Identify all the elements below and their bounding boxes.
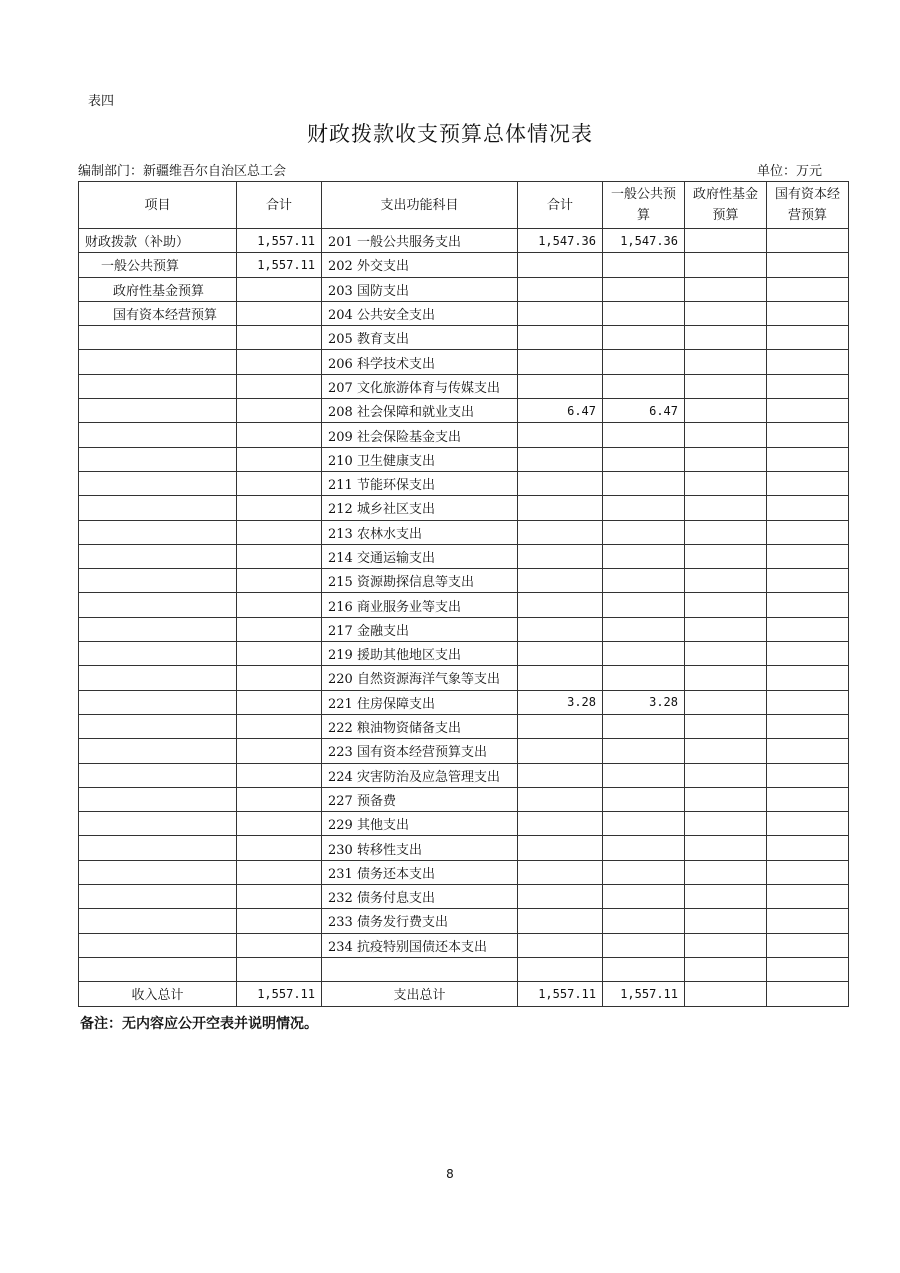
income-item-cell: 财政拨款（补助） bbox=[79, 229, 237, 253]
header-cell: 国有资本经营预算 bbox=[767, 182, 849, 229]
income-item-cell bbox=[79, 714, 237, 738]
income-total-cell bbox=[237, 399, 322, 423]
income-total-cell: 1,557.11 bbox=[237, 253, 322, 277]
table-row bbox=[79, 690, 849, 714]
expense-fund-cell bbox=[685, 690, 767, 714]
expense-fund-cell bbox=[685, 860, 767, 884]
meta-row bbox=[78, 160, 822, 179]
header-cell: 项目 bbox=[79, 182, 237, 229]
expense-state-cell bbox=[767, 544, 849, 568]
expense-total-cell bbox=[518, 617, 603, 641]
page-number: 8 bbox=[446, 1167, 454, 1181]
income-item-cell bbox=[79, 569, 237, 593]
expense-total-cell bbox=[518, 350, 603, 374]
expense-total-cell bbox=[518, 666, 603, 690]
table-row bbox=[79, 666, 849, 690]
income-total-cell bbox=[237, 763, 322, 787]
income-total-cell bbox=[237, 933, 322, 957]
expense-total-cell bbox=[518, 763, 603, 787]
expense-general-cell bbox=[603, 277, 685, 301]
expense-general-cell bbox=[603, 909, 685, 933]
income-total-cell bbox=[237, 471, 322, 495]
table-row bbox=[79, 860, 849, 884]
expense-total-cell bbox=[518, 593, 603, 617]
table-row bbox=[79, 496, 849, 520]
expense-fund-cell bbox=[685, 617, 767, 641]
table-row bbox=[79, 642, 849, 666]
expense-total-cell bbox=[518, 812, 603, 836]
income-total-cell bbox=[237, 739, 322, 763]
table-row bbox=[79, 301, 849, 325]
table-body bbox=[79, 229, 849, 1007]
expense-total-cell bbox=[518, 544, 603, 568]
header-row bbox=[79, 182, 849, 229]
header-cell: 合计 bbox=[237, 182, 322, 229]
expense-state-cell bbox=[767, 520, 849, 544]
expense-subject-cell: 216 商业服务业等支出 bbox=[322, 593, 518, 617]
expense-total-cell bbox=[518, 885, 603, 909]
expense-general-cell bbox=[603, 714, 685, 738]
expense-state-cell bbox=[767, 909, 849, 933]
income-total-cell bbox=[237, 836, 322, 860]
income-item-cell bbox=[79, 593, 237, 617]
expense-subject-cell: 208 社会保障和就业支出 bbox=[322, 399, 518, 423]
expense-subject-cell: 231 债务还本支出 bbox=[322, 860, 518, 884]
expense-state-cell bbox=[767, 496, 849, 520]
expense-fund-cell bbox=[685, 374, 767, 398]
income-total-cell bbox=[237, 642, 322, 666]
expense-fund-cell bbox=[685, 885, 767, 909]
expense-fund-cell bbox=[685, 836, 767, 860]
expense-subject-cell: 211 节能环保支出 bbox=[322, 471, 518, 495]
income-total-cell bbox=[237, 423, 322, 447]
income-item-cell bbox=[79, 690, 237, 714]
table-row bbox=[79, 593, 849, 617]
expense-state-cell bbox=[767, 301, 849, 325]
expense-total-label: 支出总计 bbox=[322, 982, 518, 1006]
header-cell: 合计 bbox=[518, 182, 603, 229]
expense-fund-cell bbox=[685, 277, 767, 301]
expense-total-cell bbox=[518, 301, 603, 325]
income-item-cell bbox=[79, 812, 237, 836]
table-row bbox=[79, 544, 849, 568]
expense-total-cell bbox=[518, 569, 603, 593]
expense-general-cell bbox=[603, 253, 685, 277]
income-item-cell bbox=[79, 642, 237, 666]
expense-general-cell bbox=[603, 520, 685, 544]
expense-fund-cell bbox=[685, 593, 767, 617]
income-total-cell bbox=[237, 301, 322, 325]
expense-total-cell bbox=[518, 423, 603, 447]
expense-subject-cell: 213 农林水支出 bbox=[322, 520, 518, 544]
table-row bbox=[79, 326, 849, 350]
expense-total-cell bbox=[518, 471, 603, 495]
expense-general-cell: 1,547.36 bbox=[603, 229, 685, 253]
income-total-cell bbox=[237, 326, 322, 350]
table-row bbox=[79, 447, 849, 471]
expense-general-cell bbox=[603, 763, 685, 787]
income-item-cell bbox=[79, 787, 237, 811]
table-row bbox=[79, 617, 849, 641]
expense-subject-cell bbox=[322, 957, 518, 981]
table-row bbox=[79, 909, 849, 933]
expense-subject-cell: 205 教育支出 bbox=[322, 326, 518, 350]
unit-label: 单位：万元 bbox=[756, 164, 822, 179]
income-item-cell bbox=[79, 471, 237, 495]
expense-total-cell bbox=[518, 860, 603, 884]
expense-fund-cell bbox=[685, 471, 767, 495]
table-row bbox=[79, 714, 849, 738]
income-total-cell bbox=[237, 787, 322, 811]
expense-subject-cell: 234 抗疫特别国债还本支出 bbox=[322, 933, 518, 957]
expense-fund-cell bbox=[685, 326, 767, 350]
expense-general-cell bbox=[603, 350, 685, 374]
expense-subject-cell: 209 社会保险基金支出 bbox=[322, 423, 518, 447]
expense-subject-cell: 201 一般公共服务支出 bbox=[322, 229, 518, 253]
income-total-cell bbox=[237, 374, 322, 398]
expense-subject-cell: 224 灾害防治及应急管理支出 bbox=[322, 763, 518, 787]
income-item-cell bbox=[79, 496, 237, 520]
table-row bbox=[79, 763, 849, 787]
expense-general-cell: 6.47 bbox=[603, 399, 685, 423]
expense-total-cell bbox=[518, 253, 603, 277]
income-total-cell bbox=[237, 714, 322, 738]
income-item-cell bbox=[79, 399, 237, 423]
income-total-cell bbox=[237, 447, 322, 471]
expense-subject-cell: 214 交通运输支出 bbox=[322, 544, 518, 568]
expense-subject-cell: 223 国有资本经营预算支出 bbox=[322, 739, 518, 763]
table-row bbox=[79, 350, 849, 374]
expense-fund-cell bbox=[685, 447, 767, 471]
expense-general-cell bbox=[603, 496, 685, 520]
income-total-cell bbox=[237, 885, 322, 909]
expense-subject-cell: 227 预备费 bbox=[322, 787, 518, 811]
expense-state-cell bbox=[767, 277, 849, 301]
expense-fund-cell bbox=[685, 544, 767, 568]
expense-total-value: 1,557.11 bbox=[518, 982, 603, 1006]
expense-general-cell bbox=[603, 301, 685, 325]
totals-row bbox=[79, 982, 849, 1006]
income-total-cell bbox=[237, 520, 322, 544]
income-item-cell bbox=[79, 885, 237, 909]
expense-fund-cell bbox=[685, 642, 767, 666]
income-total-cell bbox=[237, 860, 322, 884]
expense-fund-cell bbox=[685, 763, 767, 787]
expense-state-cell bbox=[767, 326, 849, 350]
expense-general-cell bbox=[603, 787, 685, 811]
expense-total-cell bbox=[518, 642, 603, 666]
expense-total-cell bbox=[518, 739, 603, 763]
income-item-cell bbox=[79, 739, 237, 763]
table-row bbox=[79, 957, 849, 981]
income-item-cell: 国有资本经营预算 bbox=[79, 301, 237, 325]
expense-subject-cell: 230 转移性支出 bbox=[322, 836, 518, 860]
department-label: 编制部门：新疆维吾尔自治区总工会 bbox=[78, 164, 287, 179]
expense-state-cell bbox=[767, 666, 849, 690]
note-text: 备注：无内容应公开空表并说明情况。 bbox=[80, 1016, 318, 1032]
expense-general-cell bbox=[603, 447, 685, 471]
income-item-cell: 一般公共预算 bbox=[79, 253, 237, 277]
table-row bbox=[79, 520, 849, 544]
expense-fund-cell bbox=[685, 909, 767, 933]
expense-fund-cell bbox=[685, 496, 767, 520]
expense-fund-cell bbox=[685, 933, 767, 957]
income-item-cell bbox=[79, 860, 237, 884]
expense-state-cell bbox=[767, 836, 849, 860]
income-total-cell bbox=[237, 593, 322, 617]
income-total-cell bbox=[237, 569, 322, 593]
income-total-cell bbox=[237, 617, 322, 641]
expense-fund-cell bbox=[685, 812, 767, 836]
expense-state-cell bbox=[767, 471, 849, 495]
table-row bbox=[79, 569, 849, 593]
expense-fund-cell bbox=[685, 423, 767, 447]
expense-state-cell bbox=[767, 885, 849, 909]
table-row bbox=[79, 229, 849, 253]
page-title: 财政拨款收支预算总体情况表 bbox=[307, 122, 593, 146]
table-row bbox=[79, 253, 849, 277]
income-item-cell: 政府性基金预算 bbox=[79, 277, 237, 301]
income-total-value: 1,557.11 bbox=[237, 982, 322, 1006]
income-total-cell bbox=[237, 909, 322, 933]
expense-total-cell bbox=[518, 714, 603, 738]
income-total-cell bbox=[237, 812, 322, 836]
income-item-cell bbox=[79, 933, 237, 957]
expense-state-cell bbox=[767, 374, 849, 398]
expense-state-cell bbox=[767, 229, 849, 253]
expense-subject-cell: 203 国防支出 bbox=[322, 277, 518, 301]
expense-general-cell bbox=[603, 374, 685, 398]
table-row bbox=[79, 885, 849, 909]
expense-total-cell bbox=[518, 787, 603, 811]
expense-general-cell: 3.28 bbox=[603, 690, 685, 714]
income-item-cell bbox=[79, 666, 237, 690]
expense-general-cell bbox=[603, 666, 685, 690]
expense-general-cell bbox=[603, 885, 685, 909]
income-total-cell bbox=[237, 496, 322, 520]
expense-general-cell bbox=[603, 471, 685, 495]
expense-total-cell bbox=[518, 277, 603, 301]
expense-subject-cell: 202 外交支出 bbox=[322, 253, 518, 277]
income-item-cell bbox=[79, 763, 237, 787]
expense-state-cell bbox=[767, 569, 849, 593]
income-item-cell bbox=[79, 957, 237, 981]
expense-subject-cell: 210 卫生健康支出 bbox=[322, 447, 518, 471]
income-item-cell bbox=[79, 326, 237, 350]
expense-subject-cell: 206 科学技术支出 bbox=[322, 350, 518, 374]
income-total-cell: 1,557.11 bbox=[237, 229, 322, 253]
expense-general-cell bbox=[603, 326, 685, 350]
expense-state-cell bbox=[767, 593, 849, 617]
expense-state-cell bbox=[767, 350, 849, 374]
expense-state-cell bbox=[767, 447, 849, 471]
expense-total-cell: 6.47 bbox=[518, 399, 603, 423]
expense-fund-cell bbox=[685, 520, 767, 544]
expense-general-cell bbox=[603, 957, 685, 981]
expense-total-cell bbox=[518, 957, 603, 981]
expense-fund-cell bbox=[685, 787, 767, 811]
expense-fund-cell bbox=[685, 253, 767, 277]
expense-total-cell bbox=[518, 326, 603, 350]
expense-state-cell bbox=[767, 714, 849, 738]
expense-fund-cell bbox=[685, 666, 767, 690]
expense-total-cell bbox=[518, 933, 603, 957]
expense-fund-cell bbox=[685, 739, 767, 763]
expense-general-cell bbox=[603, 933, 685, 957]
expense-subject-cell: 232 债务付息支出 bbox=[322, 885, 518, 909]
income-item-cell bbox=[79, 617, 237, 641]
table-row bbox=[79, 812, 849, 836]
table-label: 表四 bbox=[88, 94, 115, 109]
income-item-cell bbox=[79, 374, 237, 398]
header-cell: 政府性基金预算 bbox=[685, 182, 767, 229]
expense-state-cell bbox=[767, 812, 849, 836]
expense-fund-total bbox=[685, 982, 767, 1006]
income-total-cell bbox=[237, 544, 322, 568]
income-item-cell bbox=[79, 423, 237, 447]
table-row bbox=[79, 277, 849, 301]
expense-subject-cell: 207 文化旅游体育与传媒支出 bbox=[322, 374, 518, 398]
table-row bbox=[79, 787, 849, 811]
expense-state-cell bbox=[767, 642, 849, 666]
expense-subject-cell: 221 住房保障支出 bbox=[322, 690, 518, 714]
expense-subject-cell: 229 其他支出 bbox=[322, 812, 518, 836]
expense-fund-cell bbox=[685, 350, 767, 374]
table-row bbox=[79, 423, 849, 447]
income-item-cell bbox=[79, 447, 237, 471]
expense-subject-cell: 219 援助其他地区支出 bbox=[322, 642, 518, 666]
expense-general-cell bbox=[603, 836, 685, 860]
header-cell: 一般公共预算 bbox=[603, 182, 685, 229]
expense-subject-cell: 220 自然资源海洋气象等支出 bbox=[322, 666, 518, 690]
expense-total-cell: 1,547.36 bbox=[518, 229, 603, 253]
table-row bbox=[79, 471, 849, 495]
expense-state-cell bbox=[767, 690, 849, 714]
expense-state-total bbox=[767, 982, 849, 1006]
table-row bbox=[79, 739, 849, 763]
expense-state-cell bbox=[767, 763, 849, 787]
expense-subject-cell: 215 资源勘探信息等支出 bbox=[322, 569, 518, 593]
table-row bbox=[79, 933, 849, 957]
expense-state-cell bbox=[767, 399, 849, 423]
income-total-label: 收入总计 bbox=[79, 982, 237, 1006]
expense-state-cell bbox=[767, 617, 849, 641]
expense-subject-cell: 217 金融支出 bbox=[322, 617, 518, 641]
expense-general-cell bbox=[603, 544, 685, 568]
income-total-cell bbox=[237, 350, 322, 374]
expense-subject-cell: 233 债务发行费支出 bbox=[322, 909, 518, 933]
expense-subject-cell: 204 公共安全支出 bbox=[322, 301, 518, 325]
expense-general-cell bbox=[603, 593, 685, 617]
expense-total-cell bbox=[518, 447, 603, 471]
expense-general-cell bbox=[603, 739, 685, 763]
expense-total-cell bbox=[518, 496, 603, 520]
income-total-cell bbox=[237, 690, 322, 714]
expense-general-cell bbox=[603, 860, 685, 884]
income-total-cell bbox=[237, 666, 322, 690]
table-row bbox=[79, 836, 849, 860]
table-row bbox=[79, 374, 849, 398]
expense-fund-cell bbox=[685, 301, 767, 325]
expense-fund-cell bbox=[685, 569, 767, 593]
expense-general-total: 1,557.11 bbox=[603, 982, 685, 1006]
expense-general-cell bbox=[603, 812, 685, 836]
income-item-cell bbox=[79, 544, 237, 568]
expense-fund-cell bbox=[685, 957, 767, 981]
expense-general-cell bbox=[603, 642, 685, 666]
budget-table bbox=[78, 181, 849, 1007]
expense-general-cell bbox=[603, 569, 685, 593]
expense-total-cell bbox=[518, 836, 603, 860]
income-item-cell bbox=[79, 520, 237, 544]
expense-subject-cell: 222 粮油物资储备支出 bbox=[322, 714, 518, 738]
expense-general-cell bbox=[603, 423, 685, 447]
expense-fund-cell bbox=[685, 714, 767, 738]
header-cell: 支出功能科目 bbox=[322, 182, 518, 229]
expense-total-cell bbox=[518, 374, 603, 398]
income-item-cell bbox=[79, 836, 237, 860]
table-row bbox=[79, 399, 849, 423]
expense-state-cell bbox=[767, 933, 849, 957]
income-item-cell bbox=[79, 909, 237, 933]
expense-total-cell bbox=[518, 520, 603, 544]
income-total-cell bbox=[237, 277, 322, 301]
expense-state-cell bbox=[767, 253, 849, 277]
income-total-cell bbox=[237, 957, 322, 981]
expense-general-cell bbox=[603, 617, 685, 641]
expense-state-cell bbox=[767, 787, 849, 811]
expense-fund-cell bbox=[685, 399, 767, 423]
income-item-cell bbox=[79, 350, 237, 374]
expense-total-cell bbox=[518, 909, 603, 933]
expense-state-cell bbox=[767, 957, 849, 981]
expense-state-cell bbox=[767, 423, 849, 447]
expense-state-cell bbox=[767, 739, 849, 763]
expense-subject-cell: 212 城乡社区支出 bbox=[322, 496, 518, 520]
expense-fund-cell bbox=[685, 229, 767, 253]
expense-state-cell bbox=[767, 860, 849, 884]
expense-total-cell: 3.28 bbox=[518, 690, 603, 714]
